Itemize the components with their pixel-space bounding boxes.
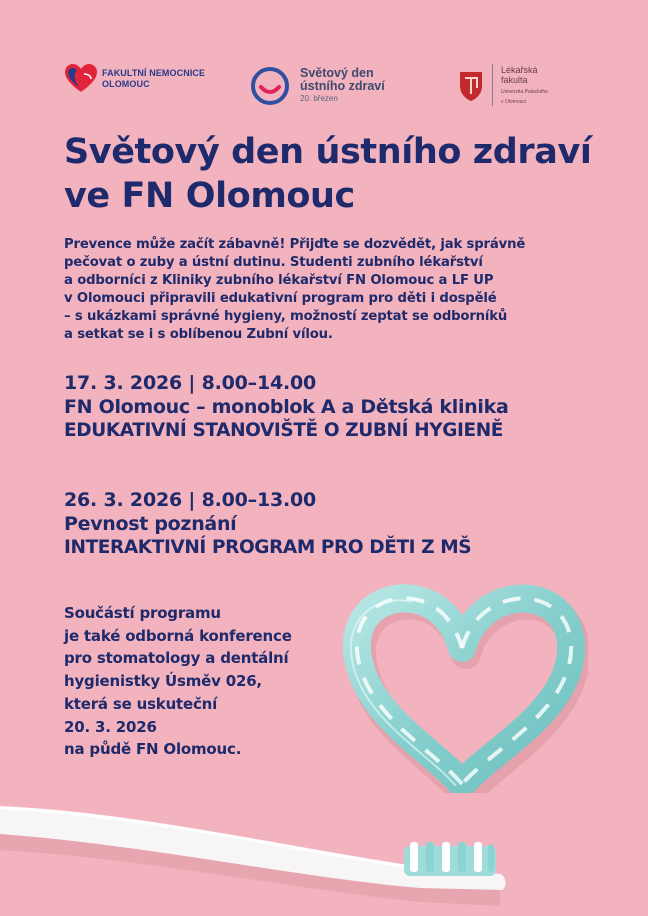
fno-logo: [64, 64, 205, 94]
lf-line1: Lékařská: [501, 65, 538, 75]
note-line: hygienistky Úsměv 026,: [64, 672, 262, 691]
sdz-line3: 20. březen: [300, 94, 338, 103]
lf-line4: v Olomouci: [501, 99, 527, 105]
intro-line: Prevence může začít zábavně! Přijďte se dozvědět, jak správně: [64, 237, 526, 252]
note-line: na půdě FN Olomouc.: [64, 740, 242, 759]
sdz-line2: ústního zdraví: [300, 79, 385, 93]
title-line2: ve FN Olomouc: [64, 176, 355, 216]
intro-paragraph: [64, 236, 584, 344]
event-program: EDUKATIVNÍ STANOVIŠTĚ O ZUBNÍ HYGIENĚ: [64, 420, 504, 441]
event-date: 17. 3. 2026 | 8.00–14.00: [64, 372, 317, 394]
event-1: [64, 371, 508, 443]
event-program: INTERAKTIVNÍ PROGRAM PRO DĚTI Z MŠ: [64, 537, 472, 558]
event-place: FN Olomouc – monoblok A a Dětská klinika: [64, 396, 509, 418]
conference-note: [64, 602, 292, 761]
title-line1: Světový den ústního zdraví: [64, 132, 592, 172]
bristles: [404, 842, 496, 876]
smile-circle-icon: [250, 66, 290, 106]
lf-line3: Univerzita Palackého: [501, 89, 548, 95]
toothpaste-heart-image: [338, 578, 588, 793]
intro-line: v Olomouci připravili edukativní program pro děti i dospělé: [64, 291, 497, 306]
world-oral-health-day-logo: [250, 66, 385, 106]
intro-line: – s ukázkami správné hygieny, možností zeptat se odborníků: [64, 309, 508, 324]
fno-logo-text: [102, 68, 205, 90]
event-place: Pevnost poznání: [64, 513, 237, 535]
fno-heart-icon: [64, 64, 98, 94]
note-line: Součástí programu: [64, 604, 221, 622]
lf-logo-text: [501, 65, 548, 105]
logo-divider: [492, 64, 493, 106]
lf-line2: fakulta: [501, 75, 528, 85]
note-line: pro stomatology a dentální: [64, 649, 289, 668]
event-2: [64, 488, 471, 560]
note-line: je také odborná konference: [64, 626, 292, 645]
sdz-line1: Světový den: [300, 66, 374, 80]
page-title: [64, 130, 592, 218]
note-line: 20. 3. 2026: [64, 717, 157, 736]
medical-faculty-logo: [458, 64, 548, 106]
note-line: která se uskuteční: [64, 694, 218, 713]
intro-line: a setkat se i s oblíbenou Zubní vílou.: [64, 327, 333, 342]
intro-line: a odborníci z Kliniky zubního lékařství FN Olomouc a LF UP: [64, 273, 494, 288]
toothbrush-image: [0, 790, 648, 916]
fno-line1: FAKULTNÍ NEMOCNICE: [102, 68, 206, 78]
fno-line2: OLOMOUC: [102, 79, 150, 89]
sdz-logo-text: [300, 67, 385, 105]
event-date: 26. 3. 2026 | 8.00–13.00: [64, 489, 317, 511]
intro-line: pečovat o zuby a ústní dutinu. Studenti zubního lékařství: [64, 255, 483, 270]
up-emblem-icon: [458, 68, 484, 102]
